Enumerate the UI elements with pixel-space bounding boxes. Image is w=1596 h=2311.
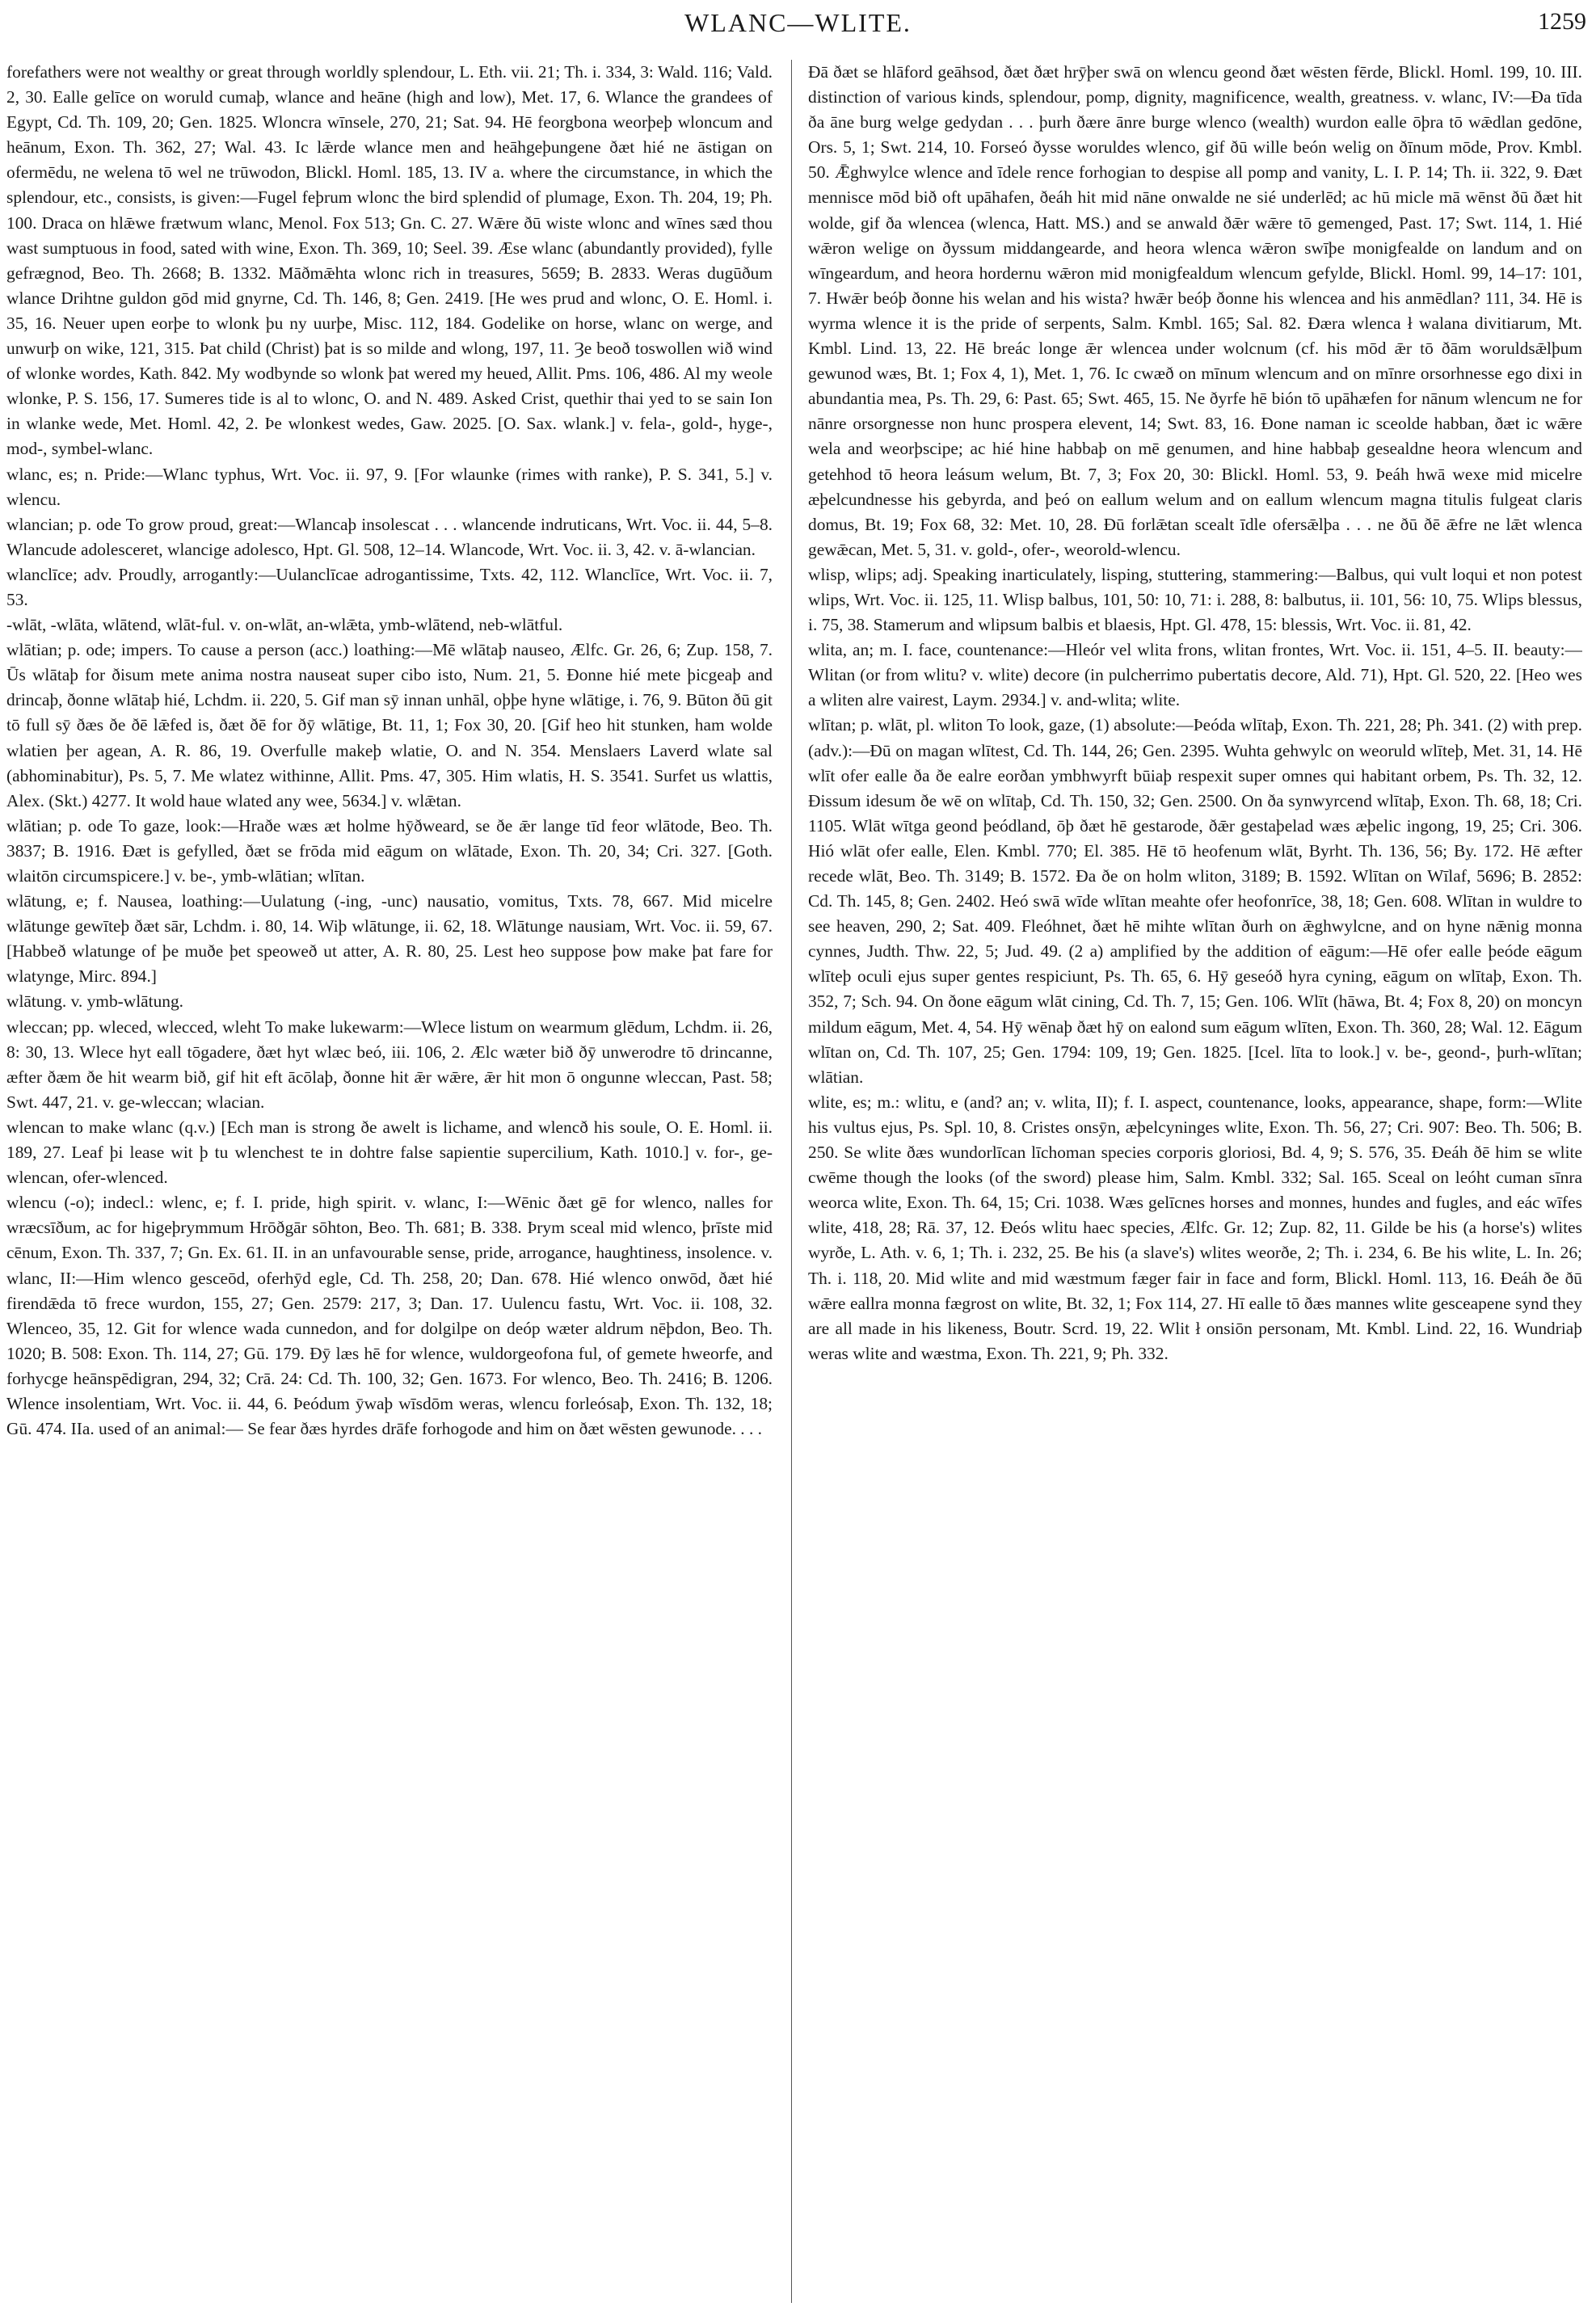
- entry-paragraph: Ðā ðæt se hlāford geāhsod, ðæt ðæt hrȳþer swā on wlencu geond ðæt wēsten fērde, Blickl. Homl. 199, 10. III. distinction of various kinds, splendour, pomp, dignity, magnificence, wealth, greatness. v. wlanc, IV:—Ða tīda ða āne burg welge gedydan . . . þurh ðære ānre burge wlenco (wealth) wurdon ealle ōþra tō wǣdlan gedōne, Ors. 5, 1; Swt. 214, 10. Forseó ðysse woruldes wlenco, gif ðū wille beón welig on ðīnum mōde, Prov. Kmbl. 50. Ǣghwylce wlence and īdele rence forhogian to despise all pomp and vanity, L. I. P. 14; Th. ii. 322, 9. Ðæt mennisce mōd bið oft upāhafen, ðeáh hit mid nāne onwalde ne sié underlēd; ac hū micle mā wēnst ðū ðæt hit wolde, gif ða wlencea (wlenca, Hatt. MS.) and se anwald ðǣr wǣre tō gemenged, Past. 17; Swt. 114, 1. Hié wǣron welige on ðyssum middangearde, and heora wlenca wǣron swīþe monigfealde on landum and on wīngeardum, and heora hordernu wǣron mid monigfealdum wlencum gefylde, Blickl. Homl. 99, 14–17: 101, 7. Hwǣr beóþ ðonne his welan and his wista? hwǣr beóþ ðonne his wlencea and his anmēdlan? 111, 34. Hē is wyrma wlence it is the pride of serpents, Salm. Kmbl. 165; Sal. 82. Ðæra wlenca ł walana divitiarum, Mt. Kmbl. Lind. 13, 22. Hē breác longe ǣr wlencea under wolcnum (cf. his mōd ǣr tō ðām woruldsǣlþum gewunod wæs, Bt. 1; Fox 4, 1), Met. 1, 76. Ic cwæð on mīnum wlencum and on mīnre orsorhnesse ego dixi in abundantia mea, Ps. Th. 29, 6: Past. 65; Swt. 465, 15. Ne ðyrfe hē bión tō upāhæfen for nānum wlencum ne for nānre orsorgnesse non hunc prospera elevent, 14; Swt. 83, 16. Ðone naman ic sceolde habban, ðæt ic wǣre wela and weorþscipe; ac hié hine habbaþ on mē genumen, and hine habbaþ gesealdne heora wlencum and getehhod tō heora leásum welum, Bt. 7, 3; Fox 20, 30: Blickl. Homl. 53, 9. Þeáh hwā wexe mid micelre æþelcundnesse his gebyrda, and þeó on eallum welum and on eallum wlencum magna titulis fulgeat claris domus, Bt. 19; Fox 68, 32: Met. 10, 28. Ðū forlǣtan scealt īdle ofersǣlþa . . . ne ðū ðē ǣfre ne lǣt wlenca gewǣcan, Met. 5, 31. v. gold-, ofer-, weorold-wlencu.: [808, 62, 1582, 559]
- left-column: [6, 60, 773, 2303]
- entry-paragraph: wlātian; p. ode; impers. To cause a person (acc.) loathing:—Mē wlātaþ nauseo, Ælfc. Gr. 26, 6; Zup. 158, 7. Ūs wlātaþ for ðisum mete anima nostra nauseat super cibo isto, Num. 21, 5. Ðonne hié mete þicgeaþ and drincaþ, ðonne wlātaþ hié, Lchdm. ii. 220, 5. Gif man sȳ innan unhāl, oþþe hyne wlātige, i. 76, 9. Būton ðū git tō full sȳ ðæs ðe ðē lǣfed is, ðæt ðē for ðȳ wlātige, Bt. 11, 1; Fox 30, 20. [Gif heo hit stunken, ham wolde wlatien þer agean, A. R. 86, 19. Overfulle makeþ wlatie, O. and N. 354. Menslaers Laverd wlate sal (abhominabitur), Ps. 5, 7. Me wlatez withinne, Allit. Pms. 47, 305. Him wlatis, H. S. 3541. Surfet us wlattis, Alex. (Skt.) 4277. It wold haue wlated any wee, 5634.] v. wlǣtan.: [6, 640, 773, 810]
- entry-paragraph: wleccan; pp. wleced, wlecced, wleht To make lukewarm:—Wlece listum on wearmum glēdum, Lchdm. ii. 26, 8: 30, 13. Wlece hyt eall tōgadere, ðæt hyt wlæc beó, iii. 106, 2. Ælc wæter bið ðȳ unwerodre tō drincanne, æfter ðæm ðe hit wearm bið, gif hit eft ācōlaþ, ðonne hit ǣr wǣre, ǣr hit mon ō ongunne wleccan, Past. 58; Swt. 447, 21. v. ge-wleccan; wlacian.: [6, 1017, 773, 1112]
- entry-paragraph: wlencu (-o); indecl.: wlenc, e; f. I. pride, high spirit. v. wlanc, I:—Wēnic ðæt gē for wlenco, nalles for wræcsīðum, ac for higeþrymmum Hrōðgār sōhton, Beo. Th. 681; B. 338. Þrym sceal mid wlenco, þrīste mid cēnum, Exon. Th. 337, 7; Gn. Ex. 61. II. in an unfavourable sense, pride, arrogance, haughtiness, insolence. v. wlanc, II:—Him wlenco gesceōd, oferhȳd egle, Cd. Th. 258, 20; Dan. 678. Hié wlenco onwōd, ðæt hié firendǣda tō frece wurdon, 155, 27; Gen. 2579: 217, 3; Dan. 17. Uulencu fastu, Wrt. Voc. ii. 108, 32. Wlenceo, 35, 12. Git for wlence wada cunnedon, and for dolgilpe on deóp wæter aldrum nēþdon, Beo. Th. 1020; B. 508: Exon. Th. 114, 27; Gū. 179. Ðȳ læs hē for wlence, wuldorgeofona ful, of gemete hweorfe, and forhycge heānspēdigran, 294, 32; Crā. 24: Cd. Th. 100, 32; Gen. 1673. For wlenco, Beo. Th. 2416; B. 1206. Wlence insolentiam, Wrt. Voc. ii. 44, 6. Þeódum ȳwaþ wīsdōm weras, wlencu forleósaþ, Exon. Th. 132, 18; Gū. 474. IIa. used of an animal:— Se fear ðæs hyrdes drāfe forhogode and him on ðæt wēsten gewunode. . . .: [6, 1193, 773, 1439]
- entry-paragraph: wlātung, e; f. Nausea, loathing:—Uulatung (-ing, -unc) nausatio, vomitus, Txts. 78, 667. Mid micelre wlātunge gewīteþ ðæt sār, Lchdm. i. 80, 14. Wiþ wlātunge, ii. 62, 18. Wlātunge nausiam, Wrt. Voc. ii. 59, 67. [Habbeð wlatunge of þe muðe þet speoweð ut atter, A. R. 80, 25. Lest heo suppose þow make þat fare for wlatynge, Mirc. 894.]: [6, 891, 773, 987]
- entry-paragraph: -wlāt, -wlāta, wlātend, wlāt-ful. v. on-wlāt, an-wlǣta, ymb-wlātend, neb-wlātful.: [6, 615, 563, 635]
- entry-paragraph: wlite, es; m.: wlitu, e (and? an; v. wlita, II); f. I. aspect, countenance, looks, appearance, shape, form:—Wlite his vultus ejus, Ps. Spl. 10, 8. Cristes onsȳn, æþelcyninges wlite, Exon. Th. 56, 27; Cri. 907: Beo. Th. 506; B. 250. Se wlite ðæs wundorlīcan līchoman species corporis gloriosi, Bd. 4, 9; S. 576, 35. Ðeáh ðē him se wlite cwēme though the looks (of the sword) please him, Salm. Kmbl. 332; Sal. 165. Sceal on leóht cuman sīnra weorca wlite, Exon. Th. 64, 15; Cri. 1038. Wæs gelīcnes horses and monnes, hundes and fugles, and eác wīfes wlite, 418, 28; Rā. 37, 12. Ðeós wlitu haec species, Ælfc. Gr. 12; Zup. 82, 11. Gilde be his (a horse's) wlites wyrðe, L. Ath. v. 6, 1; Th. i. 232, 25. Be his (a slave's) wlites weorðe, 2; Th. i. 234, 6. Be his wlite, L. In. 26; Th. i. 118, 20. Mid wlite and mid wæstmum fæger fair in face and form, Blickl. Homl. 113, 16. Ðeáh ðe ðū wǣre eallra monna fægrost on wlite, Bt. 32, 1; Fox 114, 27. Hī ealle tō ðæs mannes wlite gesceapene synd they are all made in his likeness, Boutr. Scrd. 19, 22. Wlit ł onsiōn personam, Mt. Kmbl. Lind. 22, 16. Wundriaþ weras wlite and wæstma, Exon. Th. 221, 9; Ph. 332.: [808, 1092, 1582, 1363]
- page-number: 1259: [1538, 8, 1586, 35]
- entry-paragraph: wlanclīce; adv. Proudly, arrogantly:—Uulanclīcae adrogantissime, Txts. 42, 112. Wlanclīce, Wrt. Voc. ii. 7, 53.: [6, 564, 773, 609]
- entry-paragraph: wlātian; p. ode To gaze, look:—Hraðe wæs æt holme hȳðweard, se ðe ǣr lange tīd feor wlātode, Beo. Th. 3837; B. 1916. Ðæt is gefylled, ðæt se frōda mid eāgum on wlātade, Exon. Th. 20, 34; Cri. 327. [Goth. wlaitōn circumspicere.] v. be-, ymb-wlātian; wlītan.: [6, 815, 773, 886]
- entry-paragraph: wlītan; p. wlāt, pl. wliton To look, gaze, (1) absolute:—Þeóda wlītaþ, Exon. Th. 221, 28; Ph. 341. (2) with prep. (adv.):—Ðū on magan wlītest, Cd. Th. 144, 26; Gen. 2395. Wuhta gehwylc on weoruld wlīteþ, Met. 31, 14. Hē wlīt ofer ealle ða ðe ealre eorðan ymbhwyrft būiaþ respexit super omnes qui habitant orbem, Ps. Th. 32, 12. Ðissum idesum ðe wē on wlītaþ, Cd. Th. 150, 32; Gen. 2500. On ða synwyrcend wlītaþ, Exon. Th. 68, 18; Cri. 1105. Wlāt wītga geond þeódland, ōþ ðæt hē gestarode, ðǣr gestaþelad wæs æþelic ingong, 19, 25; Cri. 306. Hió wlāt ofer ealle, Elen. Kmbl. 770; El. 385. Hē tō heofenum wlāt, Byrht. Th. 136, 56; By. 172. Hē æfter recede wlāt, Beo. Th. 3149; B. 1572. Ða ðe on holm wliton, 3189; B. 1592. Wlītan on Wīlaf, 5696; B. 2852: Cd. Th. 145, 8; Gen. 2402. Heó swā wīde wlītan meahte ofer heofonrīce, 38, 18; Gen. 608. Wlītan in wuldre to see heaven, 290, 2; Sat. 409. Fleóhnet, ðæt hē mihte wlītan ðurh on ǣghwylcne, and on hyne nǣnig monna cynnes, Judth. Thw. 22, 5; Jud. 49. (2 a) amplified by the addition of eāgum:—Hē ofer ealle þeóde eāgum wlīteþ oculi ejus super gentes respiciunt, Ps. Th. 65, 6. Hȳ geseóð hyra cyning, eāgum on wlītaþ, Exon. Th. 352, 7; Sch. 94. On ðone eāgum wlāt cining, Cd. Th. 7, 15; Gen. 106. Wlīt (hāwa, Bt. 4; Fox 8, 20) on moncyn mildum eāgum, Met. 4, 54. Hȳ wēnaþ ðæt hȳ on ealond sum eāgum wlīten, Exon. Th. 360, 28; Wal. 12. Eāgum wlītan on, Cd. Th. 107, 25; Gen. 1794: 109, 19; Gen. 1825. [Icel. līta to look.] v. be-, geond-, þurh-wlītan; wlātian.: [808, 715, 1582, 1087]
- entry-paragraph: forefathers were not wealthy or great through worldly splendour, L. Eth. vii. 21; Th. i. 334, 3: Wald. 116; Vald. 2, 30. Ealle gelīce on woruld cumaþ, wlance and heāne (high and low), Met. 17, 6. Wlance the grandees of Egypt, Cd. Th. 109, 20; Gen. 1825. Wloncra wīnsele, 270, 21; Sat. 94. Hē feorgbona weorþeþ wloncum and heānum, Exon. Th. 362, 27; Wal. 43. Ic lǣrde wlance men and heāhgeþungene ðæt hié ne āstigan on ofermēdu, ne welena tō wel ne trūwodon, Blickl. Homl. 185, 13. IV a. where the circumstance, in which the splendour, etc., consists, is given:—Fugel feþrum wlonc the bird splendid of plumage, Exon. Th. 204, 19; Ph. 100. Draca on hlǣwe frætwum wlanc, Menol. Fox 513; Gn. C. 27. Wǣre ðū wiste wlonc and wīnes sæd thou wast sumptuous in food, sated with wine, Exon. Th. 369, 10; Seel. 39. Æse wlanc (abundantly provided), fylle gefrægnod, Beo. Th. 2668; B. 1332. Māðmǣhta wlonc rich in treasures, 5659; B. 2833. Weras dugūðum wlance Drihtne guldon gōd mid gnyrne, Cd. Th. 146, 8; Gen. 2419. [He wes prud and wlonc, O. E. Homl. i. 35, 16. Neuer upen eorþe to wlonk þu ny uurþe, Misc. 112, 184. Godelike on horse, wlanc on werge, and unwurþ on wike, 121, 315. Þat child (Christ) þat is so milde and wlong, 197, 11. Ȝe beoð toswollen wið wind of wlonke wordes, Kath. 842. My wodbynde so wlonk þat wered my heued, Allit. Pms. 106, 486. Al my weole wlonke, P. S. 156, 17. Sumeres tide is al to wlonc, O. and N. 489. Asked Crist, quethir thai yed to se sain Ion in wlanke wede, Met. Homl. 42, 2. Þe wlonkest wedes, Gaw. 2025. [O. Sax. wlank.] v. fela-, gold-, hyge-, mod-, symbel-wlanc.: [6, 62, 773, 459]
- column-divider: [791, 60, 792, 2303]
- entry-paragraph: wlita, an; m. I. face, countenance:—Hleór vel wlita frons, wlitan frontes, Wrt. Voc. ii. 151, 4–5. II. beauty:—Wlitan (or from wlitu? v. wlite) decore (in pulcherrimo pubertatis decore, Ald. 71), Hpt. Gl. 520, 22. [Heo wes a wliten alre vairest, Laym. 2934.] v. and-wlita; wlite.: [808, 640, 1582, 710]
- running-head: WLANC—WLITE.: [684, 8, 912, 37]
- right-column: [808, 60, 1582, 2303]
- entry-paragraph: wlancian; p. ode To grow proud, great:—Wlancaþ insolescat . . . wlancende indruticans, Wrt. Voc. ii. 44, 5–8. Wlancude adolesceret, wlancige adolesco, Hpt. Gl. 508, 12–14. Wlancode, Wrt. Voc. ii. 3, 42. v. ā-wlancian.: [6, 514, 773, 559]
- entry-paragraph: wlātung. v. ymb-wlātung.: [6, 991, 184, 1012]
- entry-paragraph: wlisp, wlips; adj. Speaking inarticulately, lisping, stuttering, stammering:—Balbus, qui vult loqui et non potest wlips, Wrt. Voc. ii. 125, 11. Wlisp balbus, 101, 50: 10, 71: i. 288, 8: balbutus, ii. 101, 56: 10, 75. Wlips blessus, i. 75, 38. Stamerum and wlipsum balbis et blaesis, Hpt. Gl. 478, 15: blessis, Wrt. Voc. ii. 81, 42.: [808, 564, 1582, 635]
- entry-paragraph: wlencan to make wlanc (q.v.) [Ech man is strong ðe awelt is lichame, and wlencð his soule, O. E. Homl. ii. 189, 27. Leaf þi lease wit þ tu wlenchest te in dohtre false sapientie supercilium, Kath. 1010.] v. for-, ge-wlencan, ofer-wlenced.: [6, 1117, 773, 1188]
- page-header: [0, 8, 1596, 57]
- entry-paragraph: wlanc, es; n. Pride:—Wlanc typhus, Wrt. Voc. ii. 97, 9. [For wlaunke (rimes with ranke), P. S. 341, 5.] v. wlencu.: [6, 464, 773, 509]
